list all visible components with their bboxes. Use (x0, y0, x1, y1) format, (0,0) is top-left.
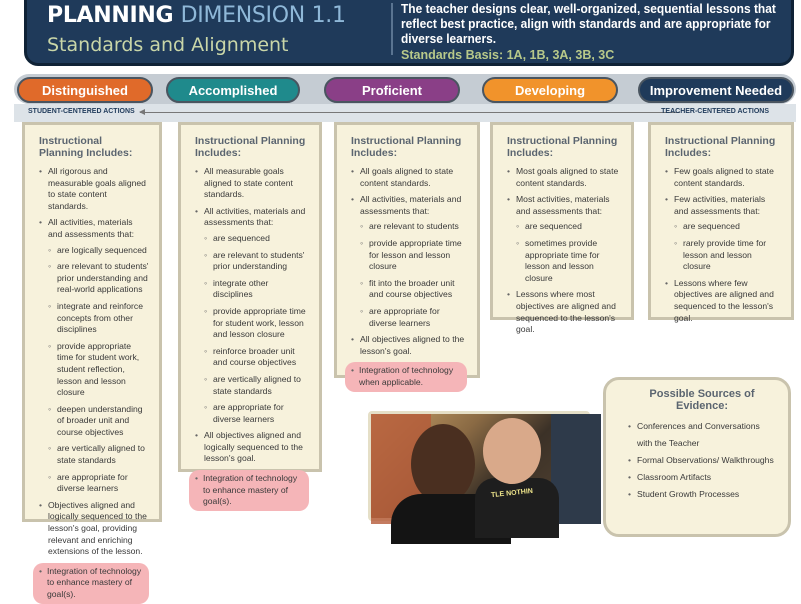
sub-list-item: ◦ provide appropriate time for student work, lesson and lesson closure (204, 306, 309, 341)
classroom-photo (368, 411, 590, 521)
criteria-list (351, 166, 467, 392)
header-banner (24, 0, 794, 66)
sub-list-item: ◦ sometimes provide appropriate time for lesson and lesson closure (516, 238, 621, 284)
sub-list-item: ◦ are appropriate for diverse learners (48, 472, 149, 495)
column-accomplished (178, 122, 322, 507)
level-proficient: Proficient (324, 77, 460, 103)
sub-list-item: ◦ deepen understanding of broader unit and course objectives (48, 404, 149, 439)
list-item-text: Most activities, materials and assessments that: (516, 194, 610, 216)
title-bold: PLANNING (47, 3, 174, 28)
sub-list-item: ◦ are relevant to students' prior understanding (204, 250, 309, 273)
level-improvement-needed: Improvement Needed (638, 77, 794, 103)
sub-list-item: ◦ provide appropriate time for student work, student reflection, lesson and lesson closure (48, 341, 149, 399)
sub-list-item: ◦ rarely provide time for lesson and lesson closure (674, 238, 781, 273)
list-item: • All objectives aligned to the lesson's goal. (351, 334, 467, 357)
sub-list-item: ◦ are logically sequenced (48, 245, 149, 257)
list-item: • Lessons where most objectives are aligned and sequenced to the lesson's goal. (507, 289, 621, 335)
sub-list-item: ◦ are vertically aligned to state standards (48, 443, 149, 466)
list-item: • Few goals aligned to state content standards. (665, 166, 781, 189)
level-accomplished: Accomplished (166, 77, 300, 103)
list-item (665, 194, 781, 273)
sub-list-item: ◦ are relevant to students' prior understanding and real-world applications (48, 261, 149, 296)
sub-list-item: ◦ fit into the broader unit and course objectives (360, 278, 467, 301)
sub-list-item: ◦ integrate other disciplines (204, 278, 309, 301)
dimension-description: The teacher designs clear, well-organized, sequential lessons that reflect best practice, align with standards and are appropriate for diverse learners. (401, 1, 776, 46)
evidence-item: • Formal Observations/ Walkthroughs (628, 452, 776, 469)
criteria-list (39, 166, 149, 604)
sub-list (204, 233, 309, 425)
sub-list (48, 245, 149, 495)
level-developing: Developing (482, 77, 618, 103)
criteria-list (195, 166, 309, 511)
page-subtitle: Standards and Alignment (47, 34, 289, 56)
list-item (507, 194, 621, 284)
list-item: • Most goals aligned to state content standards. (507, 166, 621, 189)
highlighted-item: • Integration of technology when applicable. (345, 362, 467, 391)
sub-list-item: ◦ integrate and reinforce concepts from other disciplines (48, 301, 149, 336)
column-improvement-needed (648, 122, 794, 323)
teacher-centered-label: TEACHER-CENTERED ACTIONS (661, 108, 769, 115)
banner-description-block (401, 1, 791, 62)
list-item-text: Few activities, materials and assessments that: (674, 194, 766, 216)
list-item-text: All activities, materials and assessments that: (360, 194, 462, 216)
list-item: • All objectives aligned and logically sequenced to the lesson's goal. (195, 430, 309, 465)
list-item-text: All activities, materials and assessments that: (204, 205, 306, 228)
column-distinguished (22, 122, 162, 599)
column-heading: Instructional Planning Includes: (195, 135, 306, 159)
sub-list-item: ◦ provide appropriate time for lesson and lesson closure (360, 238, 467, 273)
teacher-figure (483, 418, 541, 484)
list-item (195, 206, 309, 426)
title-dimension: DIMENSION 1.1 (180, 3, 346, 28)
evidence-heading: Possible Sources of Evidence: (649, 388, 755, 412)
sub-list-item: ◦ are appropriate for diverse learners (204, 402, 309, 425)
banner-divider (391, 3, 393, 55)
highlighted-item: • Integration of technology to enhance mastery of goal(s). (33, 563, 149, 604)
list-item (39, 217, 149, 494)
teacher-shirt (475, 478, 559, 538)
shirt-text: TLE NOTHIN (490, 487, 534, 500)
column-heading: Instructional Planning Includes: (507, 135, 618, 159)
list-item (351, 194, 467, 329)
evidence-list (628, 418, 776, 503)
level-distinguished: Distinguished (17, 77, 153, 103)
list-item: • All rigorous and measurable goals aligned to state content standards. (39, 166, 149, 212)
page-title (47, 3, 387, 28)
banner-title-block (47, 3, 387, 56)
column-heading: Instructional Planning Includes: (665, 135, 776, 159)
sub-list-item: ◦ are sequenced (674, 221, 781, 233)
student-figure (411, 424, 475, 504)
column-developing (490, 122, 634, 335)
student-centered-label: STUDENT-CENTERED ACTIONS (28, 108, 135, 115)
column-heading: Instructional Planning Includes: (39, 135, 133, 159)
evidence-item: • Classroom Artifacts (628, 469, 776, 486)
evidence-box (603, 377, 791, 537)
sub-list (516, 221, 621, 284)
list-item: • Lessons where few objectives are aligned and sequenced to the lesson's goal. (665, 278, 781, 324)
column-proficient (334, 122, 480, 387)
criteria-list (665, 166, 781, 324)
sub-list-item: ◦ are sequenced (516, 221, 621, 233)
actions-arrow-icon (140, 112, 680, 113)
sub-list-item: ◦ are vertically aligned to state standards (204, 374, 309, 397)
evidence-item: • Student Growth Processes (628, 486, 776, 503)
list-item: • All goals aligned to state content standards. (351, 166, 467, 189)
sub-list-item: ◦ reinforce broader unit and course objectives (204, 346, 309, 369)
sub-list (360, 221, 467, 329)
evidence-item: • Conferences and Conversations with the Teacher (628, 418, 776, 452)
sub-list-item: ◦ are appropriate for diverse learners (360, 306, 467, 329)
highlighted-item: • Integration of technology to enhance mastery of goal(s). (189, 470, 309, 511)
list-item: • All measurable goals aligned to state content standards. (195, 166, 309, 201)
sub-list (674, 221, 781, 272)
sub-list-item: ◦ are sequenced (204, 233, 309, 245)
list-item-text: All activities, materials and assessments that: (48, 217, 134, 239)
criteria-list (507, 166, 621, 336)
list-item: • Objectives aligned and logically sequenced to the lesson's goal, providing relevant and enriching extensions of the lesson. (39, 500, 149, 558)
standards-basis: Standards Basis: 1A, 1B, 3A, 3B, 3C (401, 48, 615, 62)
column-heading: Instructional Planning Includes: (351, 135, 462, 159)
sub-list-item: ◦ are relevant to students (360, 221, 467, 233)
